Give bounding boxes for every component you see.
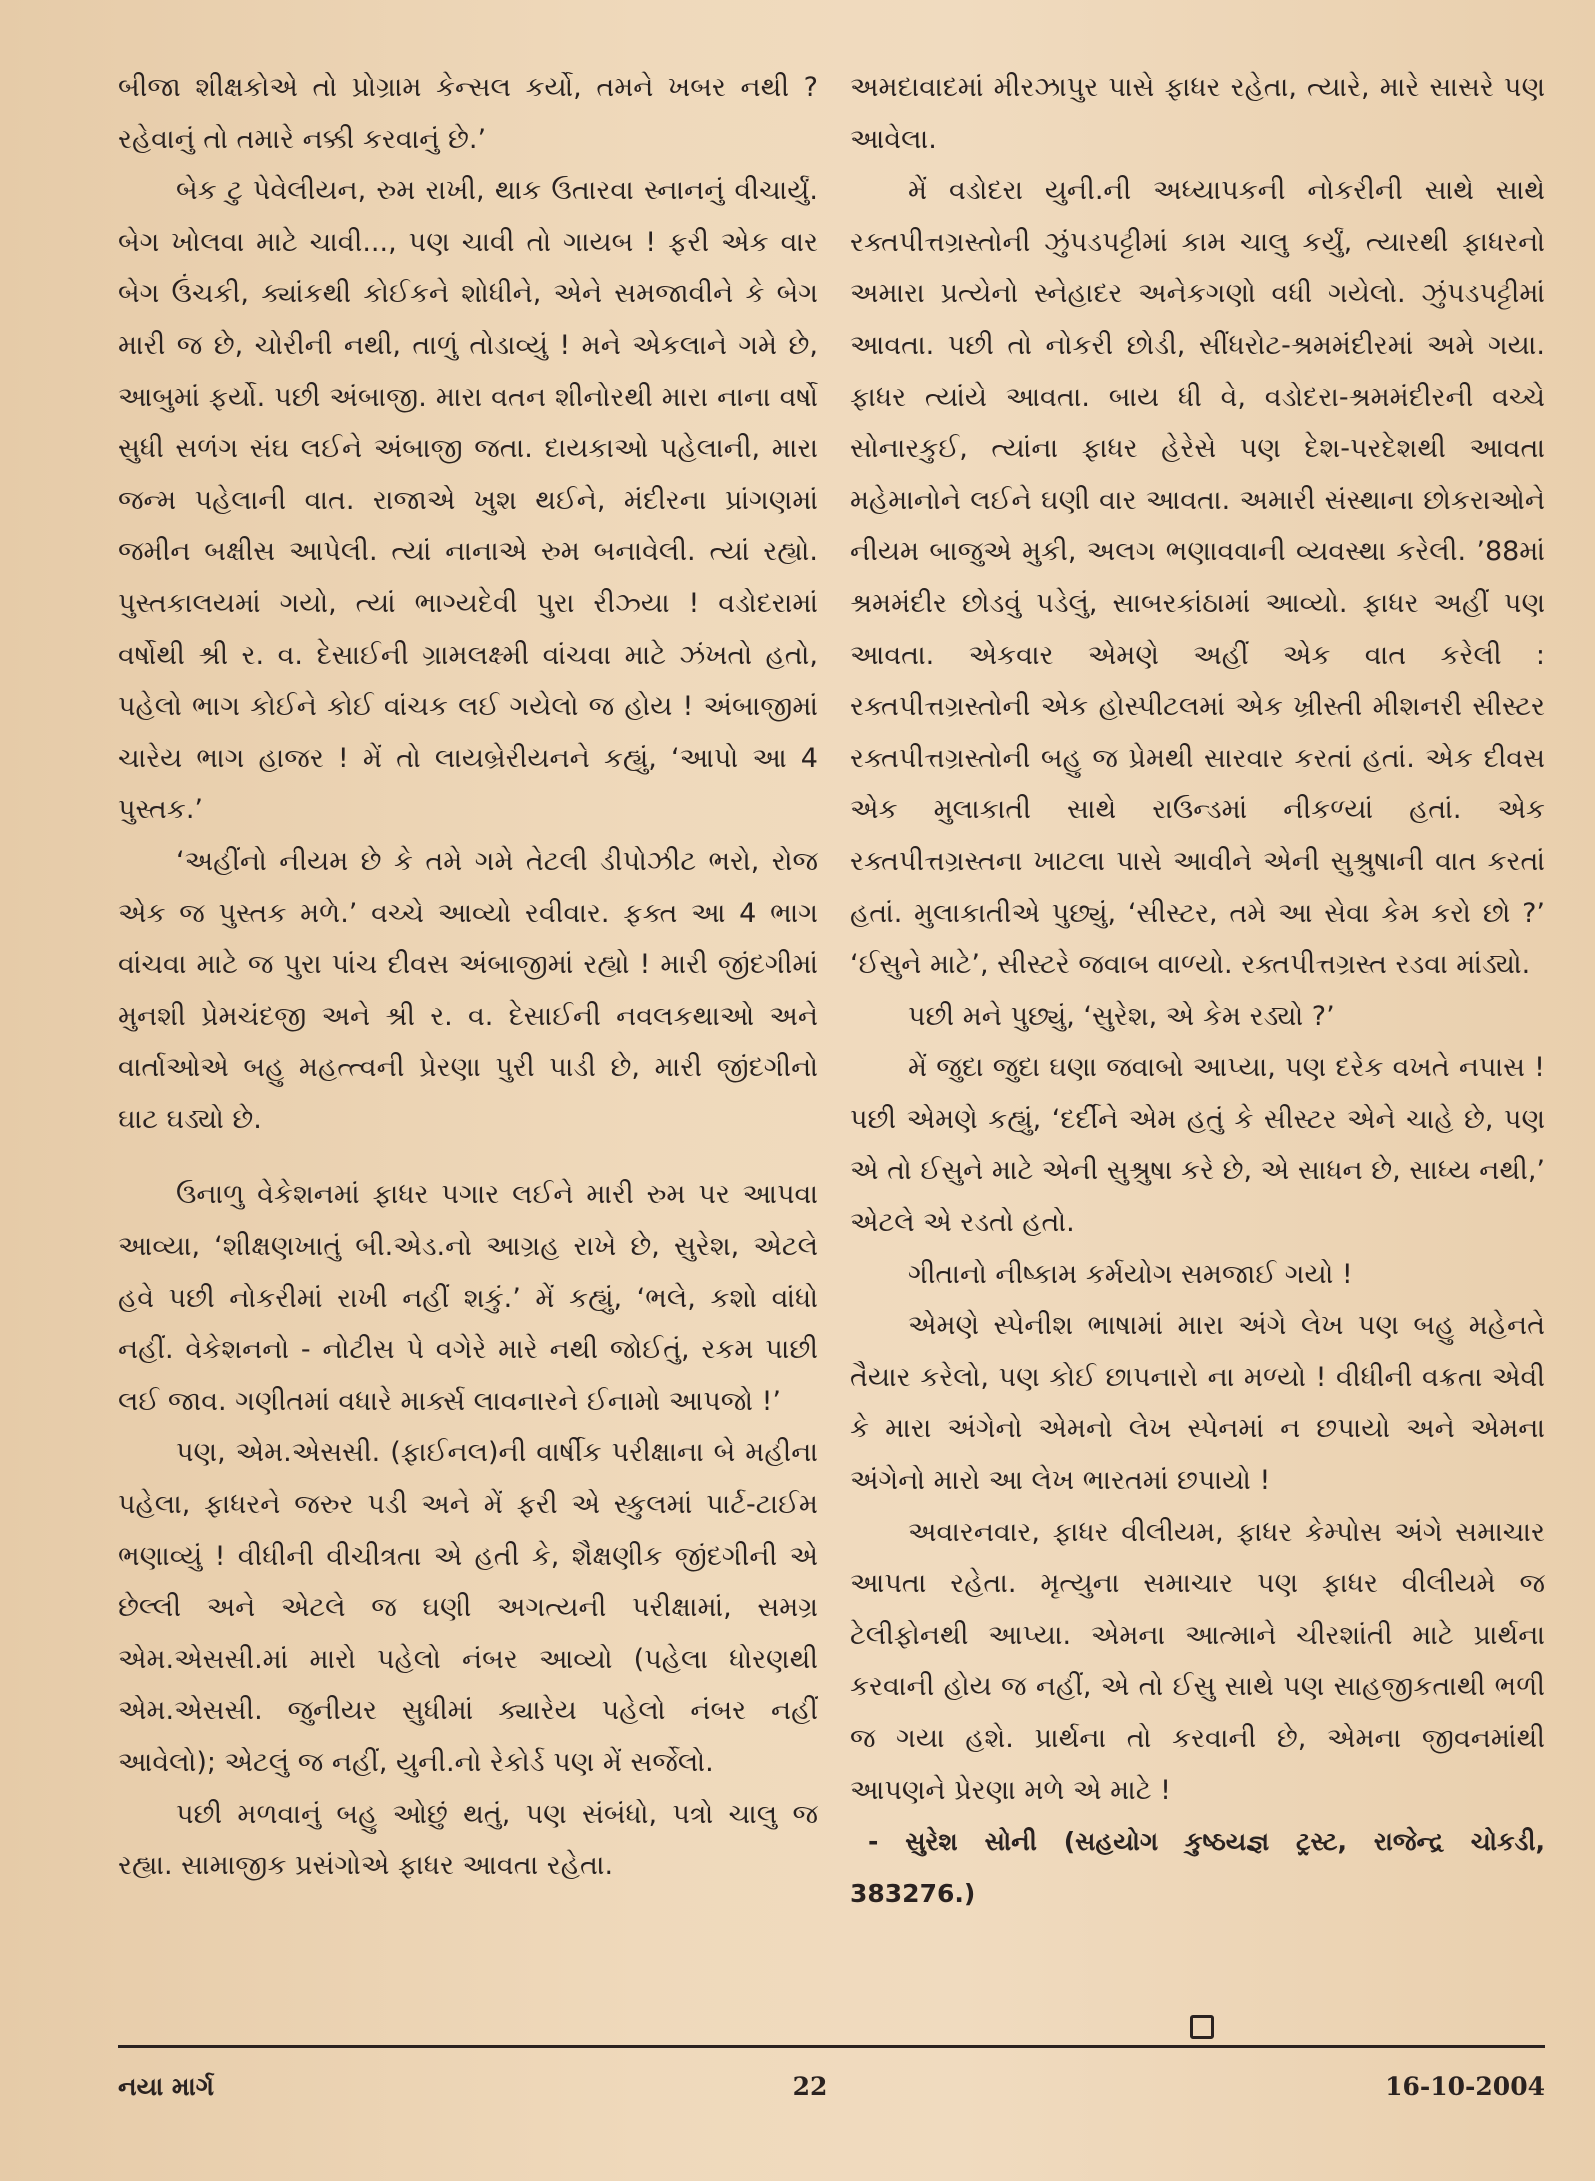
left-column [118, 62, 818, 1892]
paragraph: પછી મને પુછ્યું, ‘સુરેશ, એ કેમ રડ્યો ?’ [908, 1000, 1335, 1032]
paragraph: ઉનાળુ વેકેશનમાં ફાધર પગાર લઈને મારી રુમ પર આપવા આવ્યા, ‘શીક્ષણખાતું બી.એડ.નો આગ્રહ રાખે છે, સુરેશ, એટલે હવે પછી નોકરીમાં રાખી નહીં શકું.’ મેં કહ્યું, ‘ભલે, કશો વાંધો નહીં. વેકેશનનો - નોટીસ પે વગેરે મારે નથી જોઈતું, રકમ પાછી લઈ જાવ. ગણીતમાં વધારે માર્ક્સ લાવનારને ઈનામો આપજો !’ [118, 1179, 818, 1417]
paragraph: અવારનવાર, ફાધર વીલીયમ, ફાધર કેમ્પોસ અંગે સમાચાર આપતા રહેતા. મૃત્યુના સમાચાર પણ ફાધર વીલીયમે જ ટેલીફોનથી આપ્યા. એમના આત્માને ચીરશાંતી માટે પ્રાર્થના કરવાની હોય જ નહીં, એ તો ઈસુ સાથે પણ સાહજીકતાથી ભળી જ ગયા હશે. પ્રાર્થના તો કરવાની છે, એમના જીવનમાંથી આપણને પ્રેરણા મળે એ માટે ! [850, 1516, 1545, 1806]
footer-divider [118, 2045, 1545, 2048]
paragraph: બેક ટુ પેવેલીયન, રુમ રાખી, થાક ઉતારવા સ્નાનનું વીચાર્યું. બેગ ખોલવા માટે ચાવી..., પણ ચાવી તો ગાયબ ! ફરી એક વાર બેગ ઉંચકી, ક્યાંકથી કોઈકને શોધીને, એને સમજાવીને કે બેગ મારી જ છે, ચોરીની નથી, તાળું તોડાવ્યું ! મને એકલાને ગમે છે, આબુમાં ફર્યો. પછી અંબાજી. મારા વતન શીનોરથી મારા નાના વર્ષો સુધી સળંગ સંઘ લઈને અંબાજી જતા. દાયકાઓ પહેલાની, મારા જન્મ પહેલાની વાત. રાજાએ ખુશ થઈને, મંદીરના પ્રાંગણમાં જમીન બક્ષીસ આપેલી. ત્યાં નાનાએ રુમ બનાવેલી. ત્યાં રહ્યો. પુસ્તકાલયમાં ગયો, ત્યાં ભાગ્યદેવી પુરા રીઝ્યા ! વડોદરામાં વર્ષોથી શ્રી ર. વ. દેસાઈની ગ્રામલક્ષ્મી વાંચવા માટે ઝંખતો હતો, પહેલો ભાગ કોઈને કોઈ વાંચક લઈ ગયેલો જ હોય ! અંબાજીમાં ચારેય ભાગ હાજર ! મેં તો લાયબ્રેરીયનને કહ્યું, ‘આપો આ 4 પુસ્તક.’ [118, 175, 818, 826]
paragraph: ગીતાનો નીષ્કામ કર્મયોગ સમજાઈ ગયો ! [908, 1258, 1353, 1290]
paragraph: એમણે સ્પેનીશ ભાષામાં મારા અંગે લેખ પણ બહુ મહેનતે તૈયાર કરેલો, પણ કોઈ છાપનારો ના મળ્યો ! વીધીની વક્રતા એવી કે મારા અંગેનો એમનો લેખ સ્પેનમાં ન છપાયો અને એમના અંગેનો મારો આ લેખ ભારતમાં છપાયો ! [850, 1310, 1545, 1497]
author-signature: - સુરેશ સોની (સહયોગ કુષ્ઠયજ્ઞ ટ્રસ્ટ, રાજેન્દ્ર ચોકડી, 383276.) [850, 1827, 1545, 1908]
paragraph: બીજા શીક્ષકોએ તો પ્રોગ્રામ કેન્સલ કર્યો, તમને ખબર નથી ? રહેવાનું તો તમારે નક્કી કરવાનું છે.’ [118, 72, 818, 155]
paragraph: ‘અહીંનો નીયમ છે કે તમે ગમે તેટલી ડીપોઝીટ ભરો, રોજ એક જ પુસ્તક મળે.’ વચ્ચે આવ્યો રવીવાર. ફક્ત આ 4 ભાગ વાંચવા માટે જ પુરા પાંચ દીવસ અંબાજીમાં રહ્યો ! મારી જીંદગીમાં મુનશી પ્રેમચંદજી અને શ્રી ર. વ. દેસાઈની નવલકથાઓ અને વાર્તાઓએ બહુ મહત્ત્વની પ્રેરણા પુરી પાડી છે, મારી જીંદગીનો ઘાટ ઘડ્યો છે. [118, 845, 818, 1135]
issue-date: 16-10-2004 [1385, 2072, 1545, 2101]
page-number: 22 [792, 2072, 828, 2101]
paragraph: મેં વડોદરા યુની.ની અધ્યાપકની નોકરીની સાથે સાથે રક્તપીત્તગ્રસ્તોની ઝુંપડપટ્ટીમાં કામ ચાલુ કર્યું, ત્યારથી ફાધરનો અમારા પ્રત્યેનો સ્નેહાદર અનેકગણો વધી ગયેલો. ઝુંપડપટ્ટીમાં આવતા. પછી તો નોકરી છોડી, સીંધરોટ-શ્રમમંદીરમાં અમે ગયા. ફાધર ત્યાંયે આવતા. બાય ધી વે, વડોદરા-શ્રમમંદીરની વચ્ચે સોનારકુઈ, ત્યાંના ફાધર હેરેસે પણ દેશ-પરદેશથી આવતા મહેમાનોને લઈને ઘણી વાર આવતા. અમારી સંસ્થાના છોકરાઓને નીયમ બાજુએ મુકી, અલગ ભણાવવાની વ્યવસ્થા કરેલી. ’88માં શ્રમમંદીર છોડવું પડેલું, સાબરકાંઠામાં આવ્યો. ફાધર અહીં પણ આવતા. એકવાર એમણે અહીં એક વાત કરેલી : રક્તપીત્તગ્રસ્તોની એક હોસ્પીટલમાં એક ખ્રીસ્તી મીશનરી સીસ્ટર રક્તપીત્તગ્રસ્તોની બહુ જ પ્રેમથી સારવાર કરતાં હતાં. એક દીવસ એક મુલાકાતી સાથે રાઉન્ડમાં નીકળ્યાં હતાં. એક રક્તપીત્તગ્રસ્તના ખાટલા પાસે આવીને એની સુશ્રુષાની વાત કરતાં હતાં. મુલાકાતીએ પુછ્યું, ‘સીસ્ટર, તમે આ સેવા કેમ કરો છો ?’ ‘ઈસુને માટે’, સીસ્ટરે જવાબ વાળ્યો. રક્તપીત્તગ્રસ્ત રડવા માંડ્યો. [850, 175, 1545, 981]
right-column [850, 62, 1545, 1919]
paragraph: મેં જુદા જુદા ઘણા જવાબો આપ્યા, પણ દરેક વખતે નપાસ ! પછી એમણે કહ્યું, ‘દર્દીને એમ હતું કે સીસ્ટર એને ચાહે છે, પણ એ તો ઈસુને માટે એની સુશ્રુષા કરે છે, એ સાધન છે, સાધ્ય નથી,’ એટલે એ રડતો હતો. [850, 1052, 1545, 1239]
end-of-article-box-icon [1190, 2015, 1214, 2039]
paragraph: અમદાવાદમાં મીરઝાપુર પાસે ફાધર રહેતા, ત્યારે, મારે સાસરે પણ આવેલા. [850, 72, 1545, 155]
paragraph: પણ, એમ.એસસી. (ફાઈનલ)ની વાર્ષીક પરીક્ષાના બે મહીના પહેલા, ફાધરને જરુર પડી અને મેં ફરી એ સ્કુલમાં પાર્ટ-ટાઈમ ભણાવ્યું ! વીધીની વીચીત્રતા એ હતી કે, શૈક્ષણીક જીંદગીની એ છેલ્લી અને એટલે જ ઘણી અગત્યની પરીક્ષામાં, સમગ્ર એમ.એસસી.માં મારો પહેલો નંબર આવ્યો (પહેલા ધોરણથી એમ.એસસી. જુનીયર સુધીમાં ક્યારેય પહેલો નંબર નહીં આવેલો); એટલું જ નહીં, યુની.નો રેકોર્ડ પણ મેં સર્જેલો. [118, 1437, 818, 1778]
publication-name: નયા માર્ગ [118, 2072, 214, 2101]
paragraph: પછી મળવાનું બહુ ઓછું થતું, પણ સંબંધો, પત્રો ચાલુ જ રહ્યા. સામાજીક પ્રસંગોએ ફાધર આવતા રહેતા. [118, 1798, 818, 1882]
